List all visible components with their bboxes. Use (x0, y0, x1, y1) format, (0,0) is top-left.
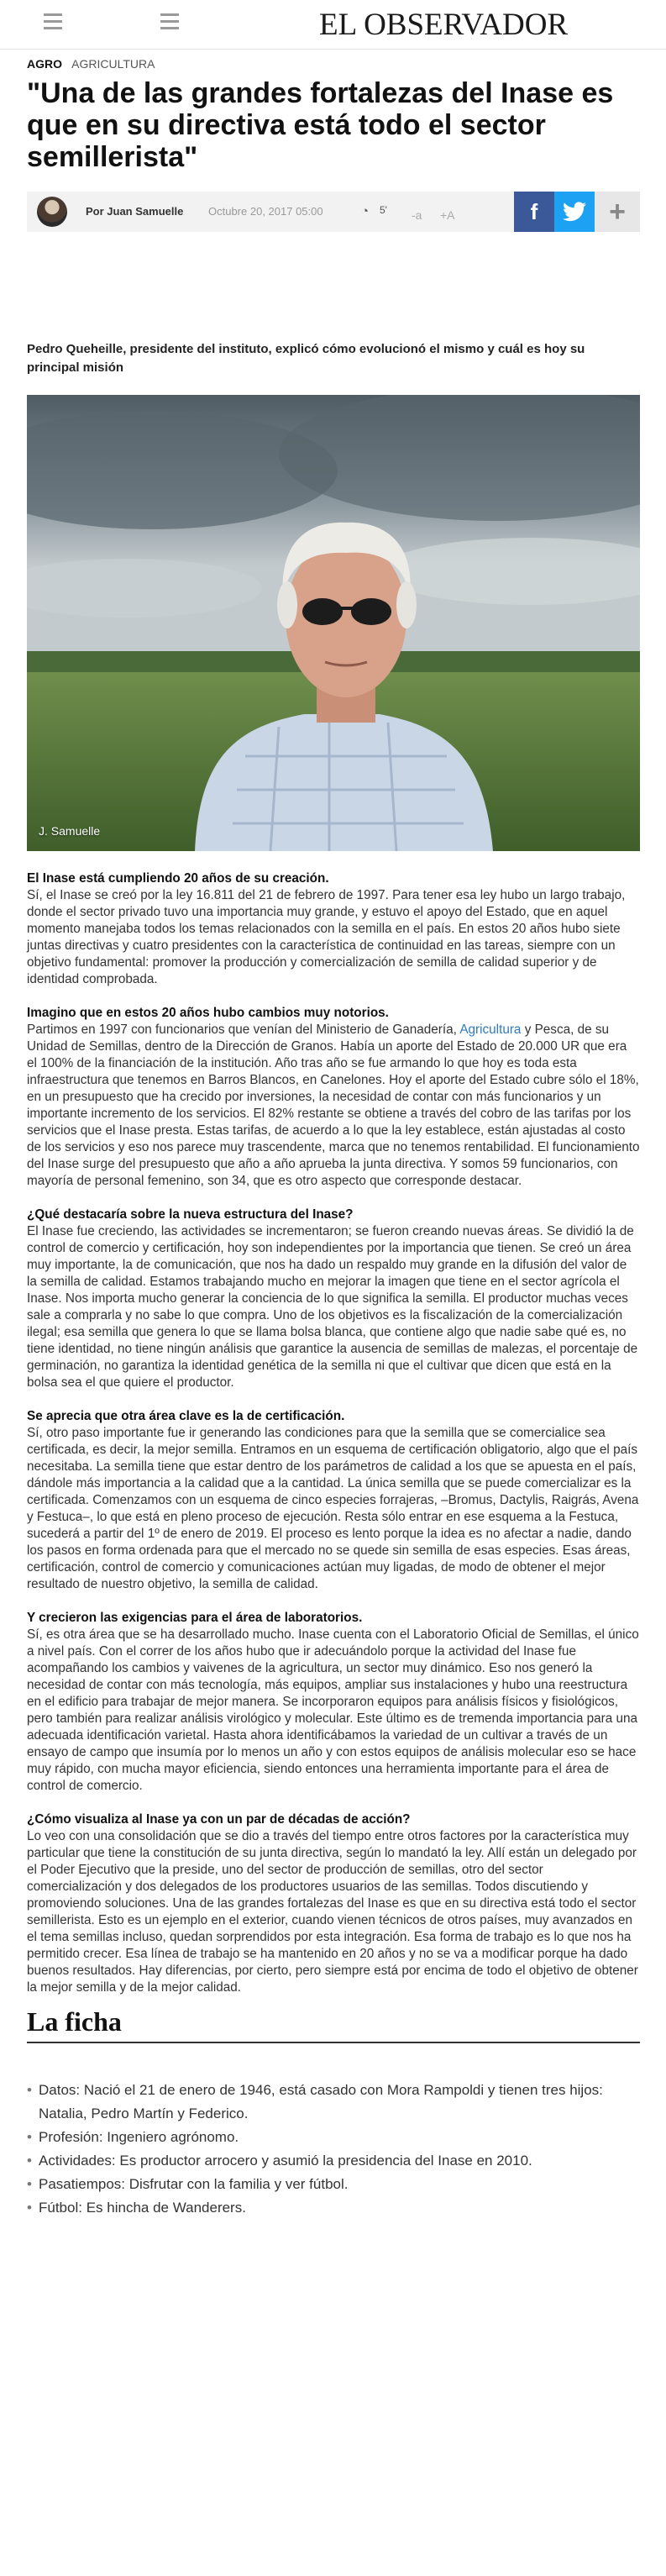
facebook-share-button[interactable] (514, 192, 554, 232)
agricultura-link[interactable]: Agricultura (459, 1023, 522, 1037)
breadcrumb (27, 57, 161, 71)
answer (27, 1022, 640, 1190)
breadcrumb-section-agricultura[interactable]: AGRICULTURA (71, 57, 155, 71)
ficha-item: • Pasatiempos: Disfrutar con la familia y ver fútbol. (27, 2173, 640, 2196)
byline-bar (27, 192, 640, 232)
article-body (27, 870, 640, 2220)
answer: Lo veo con una consolidación que se dio a través del tiempo entre otros factores por la característica muy particular que tiene la constitución de su junta directiva, según lo mandató la ley. Allí están un delegado por el Poder Ejecutivo que la preside, uno del sector de producción de semillas, otro del sector comercialización y dos delegados de los productores usuarios de las semillas. Todos discutiendo y promoviendo soluciones. Una de las grandes fortalezas del Inase es que en su directiva está todo el sector semillerista. Esto es un ejemplo en el exterior, cuando vienen técnicos de otros países, muy avanzados en el tema semillas incluso, quedan sorprendidos por esta integración. Esa forma de trabajo es lo que nos ha permitido crecer. Esa línea de trabajo se ha mantenido en 20 años y no se va a modificar porque ha dado buenos resultados. Hay diferencias, por cierto, pero siempre está por encima de todo el objetivo de obtener la mejor semilla y de la mejor calidad. (27, 1829, 638, 1995)
publish-date: Octubre 20, 2017 05:00 (208, 205, 323, 218)
hamburger-icon[interactable] (44, 13, 62, 32)
question: ¿Qué destacaría sobre la nueva estructura del Inase? (27, 1207, 354, 1222)
photo-credit: J. Samuelle (39, 824, 101, 838)
article-photo (27, 395, 640, 851)
article-summary: Pedro Queheille, presidente del instituto, explicó cómo evolucionó el mismo y cuál es hoy su principal misión (27, 342, 585, 375)
font-decrease-button[interactable]: -a (412, 208, 422, 222)
site-logo[interactable]: EL OBSERVADOR (319, 8, 569, 42)
qa-section (27, 1207, 640, 1391)
answer: Sí, el Inase se creó por la ley 16.811 del 21 de febrero de 1997. Para tener esa ley hubo un largo trabajo, donde el sector privado tuvo una importancia muy grande, y estuvo el apoyo del Estado, que en aquel momento manejaba todos los temas relacionados con la semilla en el país. En estos 20 años hubo siete juntas directivas y cuatro presidentes con la característica de continuidad en las tareas, siempre con un objetivo fundamental: promover la producción y comercialización de semilla de calidad superior y de identidad comprobada. (27, 888, 626, 986)
question: Y crecieron las exigencias para el área de laboratorios. (27, 1611, 363, 1625)
twitter-share-button[interactable] (554, 192, 595, 232)
ficha-item: • Datos: Nació el 21 de enero de 1946, está casado con Mora Rampoldi y tienen tres hijos: Natalia, Pedro Martín y Federico. (27, 2079, 640, 2126)
qa-section (27, 1408, 640, 1593)
clock-icon: ◔ (361, 204, 370, 218)
list-icon[interactable] (160, 13, 179, 32)
question: ¿Cómo visualiza al Inase ya con un par de décadas de acción? (27, 1812, 411, 1827)
ficha-item: • Fútbol: Es hincha de Wanderers. (27, 2196, 640, 2220)
qa-section (27, 1811, 640, 1996)
breadcrumb-section-agro[interactable]: AGRO (27, 57, 62, 71)
answer-text: Partimos en 1997 con funcionarios que venían del Ministerio de Ganadería, (27, 1023, 460, 1037)
more-share-button[interactable]: + (595, 192, 640, 232)
question: Imagino que en estos 20 años hubo cambios muy notorios. (27, 1006, 389, 1020)
question: Se aprecia que otra área clave es la de certificación. (27, 1409, 345, 1423)
font-increase-button[interactable]: +A (440, 208, 455, 222)
article-title: "Una de las grandes fortalezas del Inase es que en su directiva está todo el sector semillerista" (27, 77, 614, 173)
author-name[interactable]: Por Juan Samuelle (86, 205, 184, 218)
read-time: 5' (380, 204, 387, 216)
ficha-item: • Profesión: Ingeniero agrónomo. (27, 2126, 640, 2149)
ficha-list (27, 2079, 640, 2220)
ficha-heading: La ficha (27, 2013, 640, 2043)
portrait-image (27, 395, 640, 851)
top-bar (0, 0, 666, 50)
answer: Sí, es otra área que se ha desarrollado mucho. Inase cuenta con el Laboratorio Oficial de Semillas, el único a nivel país. Con el correr de los años hubo que ir adecuándolo porque la actividad del Inase fue acompañando los cambios y vaivenes de la agricultura, un sector muy dinámico. Eso nos generó la necesidad de contar con más tecnología, más equipos, ampliar sus instalaciones y hubo una reestructura en el edificio para trabajar de mejor manera. Se incorporaron equipos para análisis físicos y fisiológicos, pero también para realizar análisis virológico y molecular. Este último es de tremenda importancia para una adecuada identificación varietal. Hasta ahora identificábamos la variedad de un cultivar a través de un ensayo de campo que insumía por lo menos un año y con estos equipos de análisis molecular eso se hace muy rápido, con mucha mayor eficiencia, siendo entonces una herramienta importante para el área de control de comercio. (27, 1627, 639, 1793)
facebook-icon: f (530, 199, 538, 224)
qa-section (27, 1005, 640, 1190)
author-avatar (37, 197, 67, 227)
twitter-icon (563, 202, 586, 222)
answer-text: y Pesca, de su Unidad de Semillas, dentro de la Dirección de Granos. Había un aporte del Estado de 20.000 UR que era el 100% de la financiación de la institución. Año tras año se fue armando lo que hoy es toda esta infraestructura que tenemos en Barros Blancos, en Canelones. Hoy el aporte del Estado cubre sólo el 18%, en un presupuesto que ha crecido por inversiones, la necesidad de contar con más funcionarios y un importante incremento de los servicios. El 82% restante se obtiene a través del cobro de las tarifas por los servicios que el Inase presta. Estas tarifas, de acuerdo a lo que la ley establece, están ajustadas al costo de los servicios y eso nos parece muy trascendente, marca que no tenemos rentabilidad. El funcionamiento del Inase surge del presupuesto que año a año aprueba la junta directiva. Y somos 59 funcionarios, con mayoría de personal femenino, son 34, que es otro aspecto que corresponde destacar. (27, 1023, 640, 1188)
qa-section (27, 870, 640, 988)
question: El Inase está cumpliendo 20 años de su creación. (27, 871, 329, 886)
qa-section (27, 1610, 640, 1795)
answer: El Inase fue creciendo, las actividades se incrementaron; se fueron creando nuevas áreas. Se dividió la de control de comercio y certificación, hoy son independientes por la importancia que tienen. Se creó un área muy importante, la de comunicación, que nos ha dado un respaldo muy grande en la difusión del valor de la semilla de calidad. Estamos trabajando mucho en mejorar la imagen que tiene en el sector agrícola el Inase. Nos importa mucho generar la conciencia de lo que significa la semilla. El productor muchas veces sale a comprarla y no sabe lo que compra. Uno de los objetivos es la fiscalización de la comercialización ilegal; esa semilla que genera lo que se llama bolsa blanca, que contiene algo que nadie sabe qué es, no tiene identidad, no tiene ningún análisis que garantice la ausencia de semillas de malezas, el porcentaje de germinación, no garantiza la identidad genética de la semilla ni que el cultivar que dicen que está en la bolsa sea el que quiere el productor. (27, 1224, 638, 1390)
ficha-item: • Actividades: Es productor arrocero y asumió la presidencia del Inase en 2010. (27, 2149, 640, 2173)
answer: Sí, otro paso importante fue ir generando las condiciones para que la semilla que se comercialice sea certificada, es decir, la mejor semilla. Entramos en un esquema de certificación obligatorio, algo que el país necesitaba. La semilla tiene que estar dentro de los parámetros de calidad a los que se apuesta en el país, dándole más importancia a la calidad que a la cantidad. La única semilla que se puede comercializar es la certificada. Comenzamos con un esquema de cinco especies forrajeras, –Bromus, Dactylis, Raigrás, Avena y Festuca–, lo que está en pleno proceso de ejecución. Resta sólo entrar en ese esquema a la Festuca, sucederá a partir del 1º de enero de 2019. El proceso es lento porque la idea es no afectar a nadie, dando los pasos en forma ordenada para que el mercado no se quede sin semilla de esas especies. Esas áreas, certificación, control de comercio y comunicaciones actúan muy ligadas, de modo de obtener el mejor resultado de nuestro objetivo, la semilla de calidad. (27, 1426, 639, 1591)
